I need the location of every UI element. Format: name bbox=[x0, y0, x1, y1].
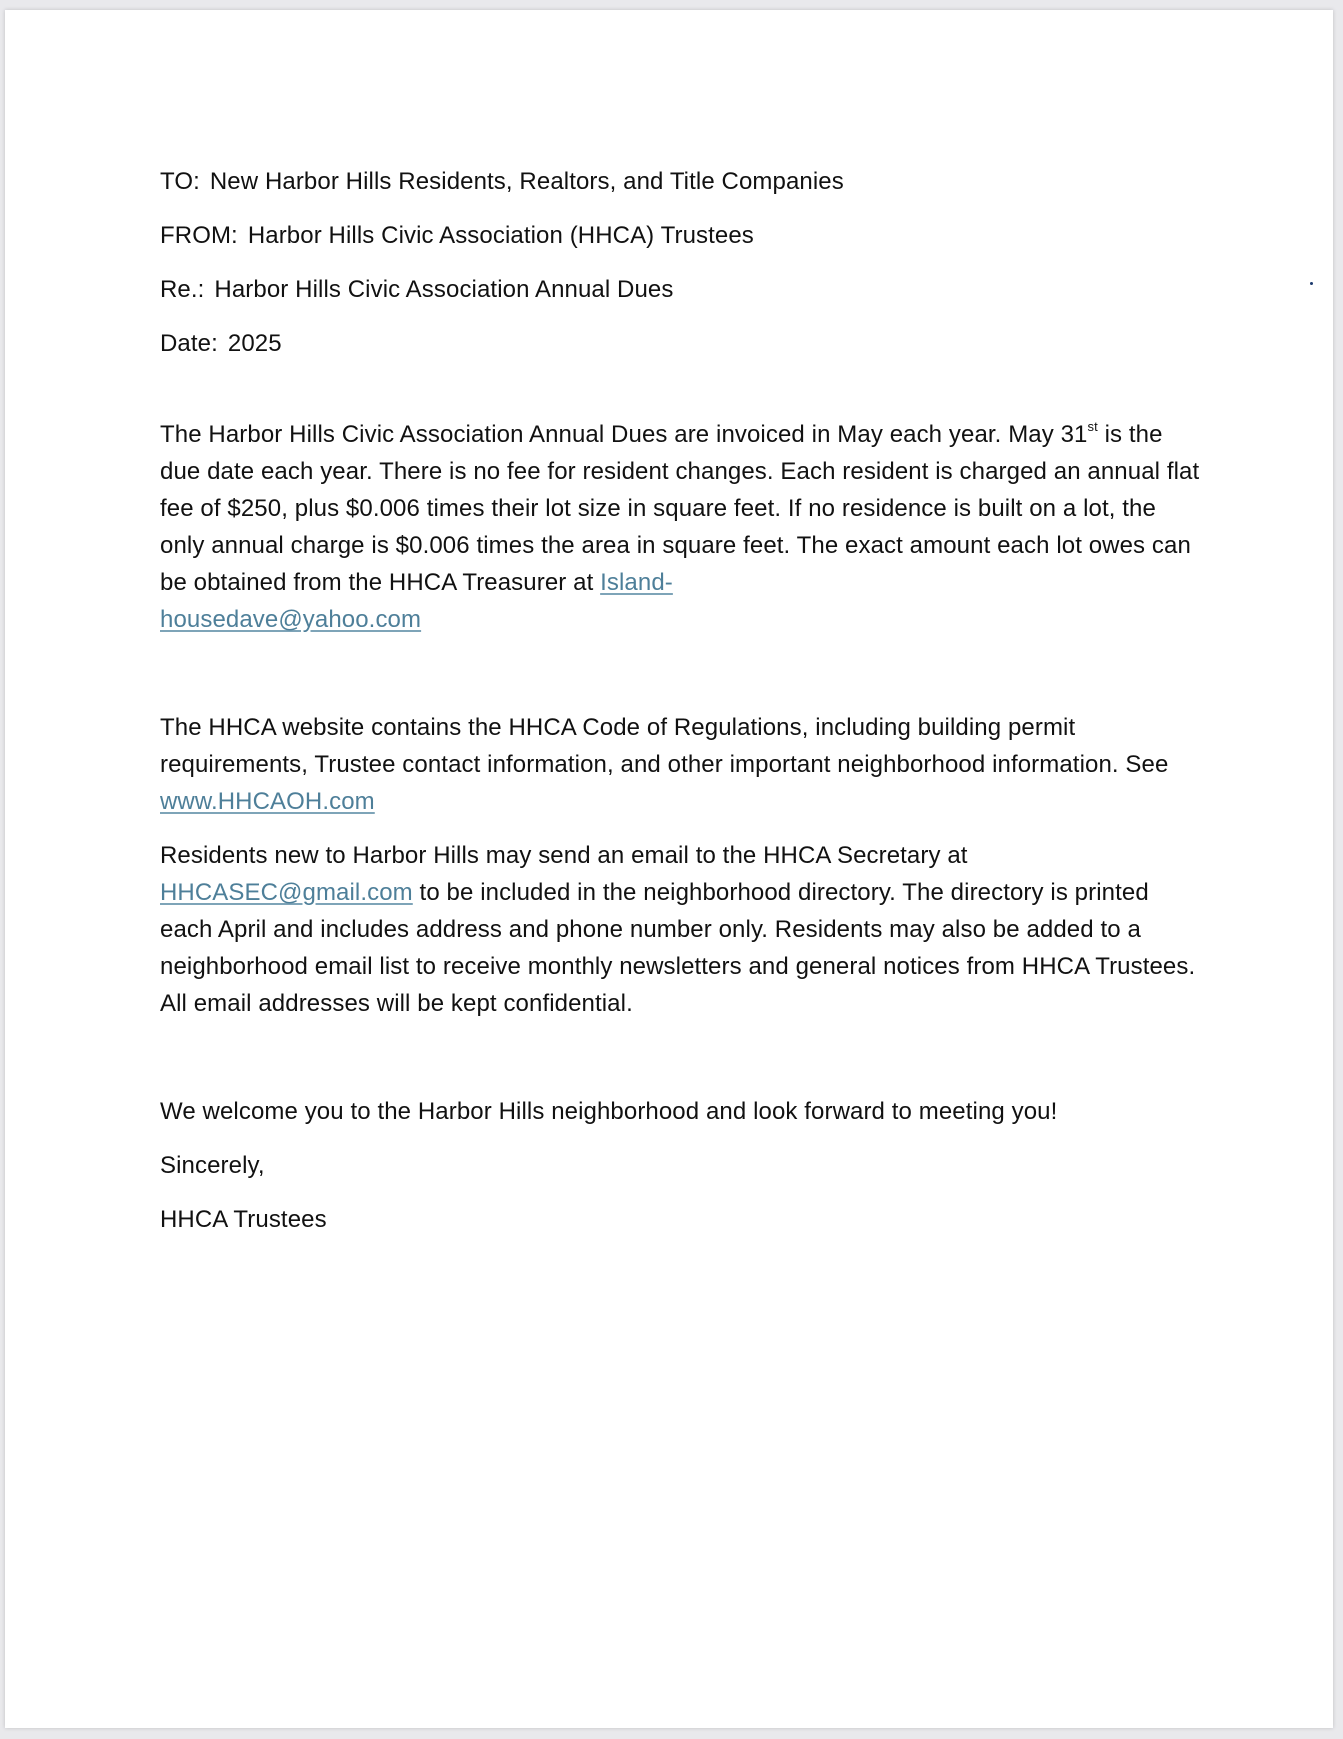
welcome-line: We welcome you to the Harbor Hills neighborhood and look forward to meeting you! bbox=[160, 1098, 1058, 1125]
directory-text-2: to be included in the neighborhood directory. The directory is printed each April and includes address and phone number only. Residents may also be added to a neighborhood email list to receive monthly newsletters and general notices from HHCA Trustees. All email addresses will be kept confidential. bbox=[160, 879, 1196, 1017]
directory-paragraph bbox=[160, 837, 1200, 1022]
treasurer-email-part-2: housedave@yahoo.com bbox=[160, 606, 422, 633]
treasurer-email-part-1: Island- bbox=[600, 569, 673, 596]
date-value: 2025 bbox=[227, 330, 282, 357]
date-line bbox=[160, 325, 1200, 362]
website-paragraph bbox=[160, 709, 1200, 820]
re-value: Harbor Hills Civic Association Annual Dues bbox=[214, 276, 674, 303]
dues-text-2: is the due date each year. There is no fee for resident changes. Each resident is charged an annual flat fee of $250, plus $0.006 times their lot size in square feet. If no residence is built on a lot, the only annual charge is $0.006 times the area in square feet. The exact amount each lot owes can be obtained from the HHCA Treasurer at bbox=[160, 421, 1200, 596]
to-line bbox=[160, 163, 1200, 200]
dues-text-1: The Harbor Hills Civic Association Annual Dues are invoiced in May each year. May 31 bbox=[160, 421, 1088, 448]
from-line bbox=[160, 217, 1200, 254]
directory-text-1: Residents new to Harbor Hills may send an email to the HHCA Secretary at bbox=[160, 842, 968, 869]
from-label: FROM: bbox=[160, 222, 238, 249]
secretary-email-link[interactable]: HHCASEC@gmail.com bbox=[160, 879, 413, 906]
to-value: New Harbor Hills Residents, Realtors, and Title Companies bbox=[209, 168, 844, 195]
re-line bbox=[160, 271, 1200, 308]
ordinal-suffix: st bbox=[1087, 419, 1098, 434]
dues-paragraph bbox=[160, 416, 1200, 638]
stray-dot bbox=[1310, 282, 1313, 285]
website-text: The HHCA website contains the HHCA Code of Regulations, including building permit requirements, Trustee contact information, and other important neighborhood information. See bbox=[160, 714, 1169, 778]
from-value: Harbor Hills Civic Association (HHCA) Trustees bbox=[247, 222, 754, 249]
salutation: Sincerely, bbox=[160, 1152, 265, 1179]
letter-body bbox=[160, 163, 1200, 1255]
document-page bbox=[5, 10, 1333, 1728]
to-label: TO: bbox=[160, 168, 200, 195]
signature: HHCA Trustees bbox=[160, 1206, 327, 1233]
re-label: Re.: bbox=[160, 276, 205, 303]
date-label: Date: bbox=[160, 330, 218, 357]
website-link[interactable]: www.HHCAOH.com bbox=[160, 788, 375, 815]
